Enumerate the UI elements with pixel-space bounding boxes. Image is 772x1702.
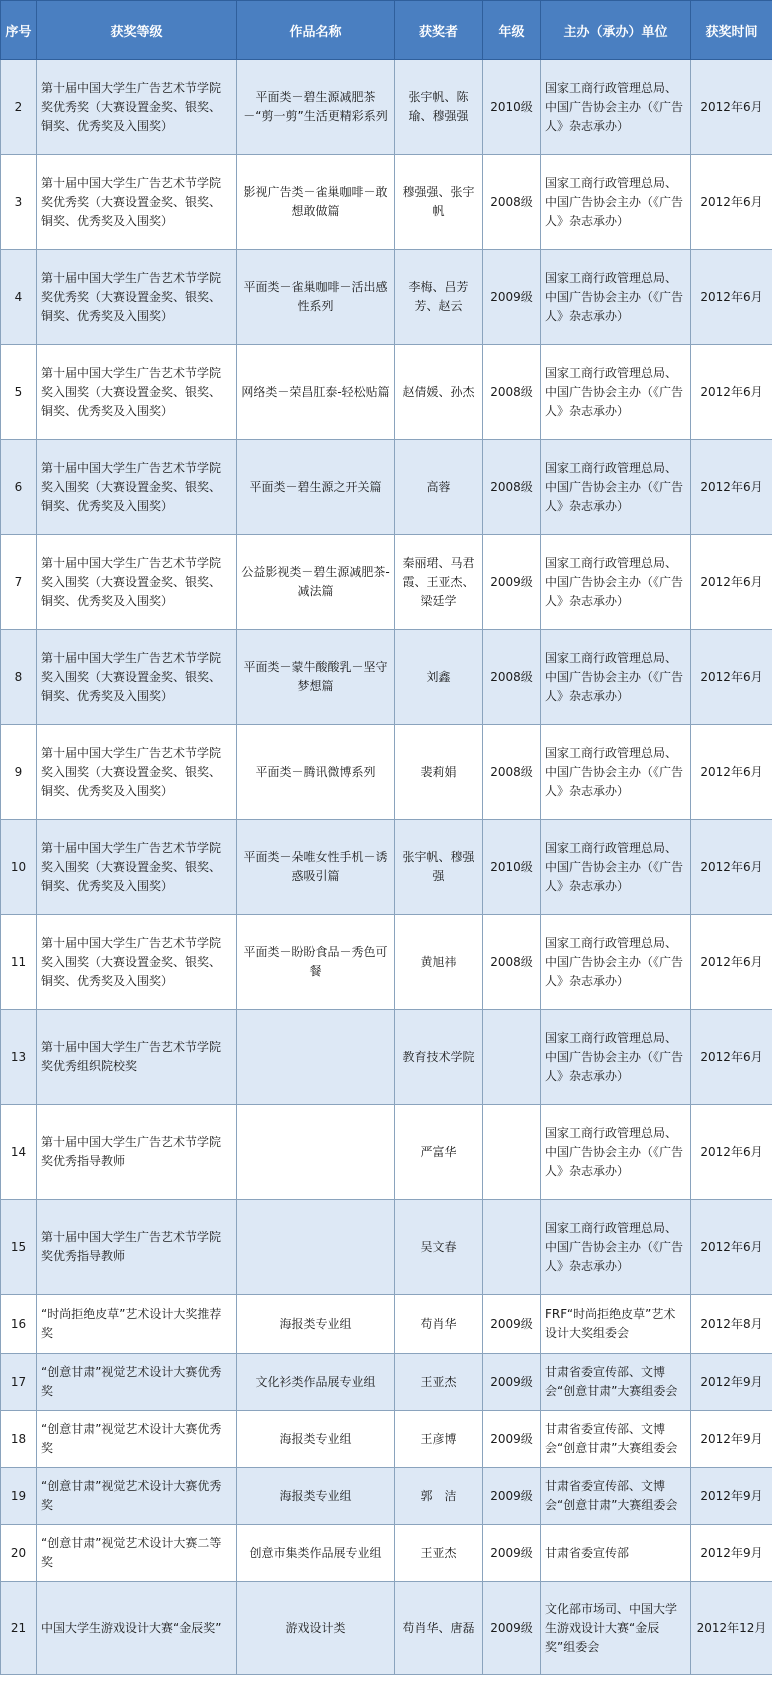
cell-grade: 2009级 [483,1411,541,1468]
cell-level: 第十届中国大学生广告艺术节学院奖优秀指导教师 [37,1200,237,1295]
cell-date: 2012年6月 [691,820,772,915]
cell-level: 第十届中国大学生广告艺术节学院奖入围奖（大赛设置金奖、银奖、铜奖、优秀奖及入围奖） [37,915,237,1010]
table-row [1,1468,772,1525]
cell-date: 2012年6月 [691,1010,772,1105]
cell-date: 2012年9月 [691,1525,772,1582]
cell-level: 第十届中国大学生广告艺术节学院奖入围奖（大赛设置金奖、银奖、铜奖、优秀奖及入围奖） [37,725,237,820]
cell-winner: 王亚杰 [395,1354,483,1411]
cell-winner: 苟肖华、唐磊 [395,1582,483,1675]
cell-grade: 2009级 [483,250,541,345]
cell-level: 第十届中国大学生广告艺术节学院奖入围奖（大赛设置金奖、银奖、铜奖、优秀奖及入围奖） [37,630,237,725]
cell-work [237,1105,395,1200]
table-row [1,1354,772,1411]
header-level: 获奖等级 [37,1,237,60]
cell-no: 20 [1,1525,37,1582]
cell-work [237,1010,395,1105]
cell-winner: 严富华 [395,1105,483,1200]
cell-work: 海报类专业组 [237,1468,395,1525]
cell-date: 2012年6月 [691,1105,772,1200]
cell-org: 国家工商行政管理总局、中国广告协会主办（《广告人》杂志承办） [541,1010,691,1105]
cell-winner: 王亚杰 [395,1525,483,1582]
cell-work [237,1200,395,1295]
cell-org: 国家工商行政管理总局、中国广告协会主办（《广告人》杂志承办） [541,345,691,440]
cell-level: 第十届中国大学生广告艺术节学院奖入围奖（大赛设置金奖、银奖、铜奖、优秀奖及入围奖） [37,440,237,535]
table-row [1,535,772,630]
cell-no: 13 [1,1010,37,1105]
cell-winner: 张宇帆、陈瑜、穆强强 [395,60,483,155]
cell-no: 11 [1,915,37,1010]
cell-work: 网络类－荣昌肛泰-轻松贴篇 [237,345,395,440]
cell-work: 创意市集类作品展专业组 [237,1525,395,1582]
header-no: 序号 [1,1,37,60]
cell-work: 游戏设计类 [237,1582,395,1675]
cell-winner: 穆强强、张宇帆 [395,155,483,250]
cell-grade: 2008级 [483,915,541,1010]
cell-date: 2012年6月 [691,535,772,630]
cell-date: 2012年6月 [691,345,772,440]
table-row [1,1010,772,1105]
table-row [1,1105,772,1200]
cell-winner: 郭 洁 [395,1468,483,1525]
cell-level: 第十届中国大学生广告艺术节学院奖优秀组织院校奖 [37,1010,237,1105]
cell-no: 7 [1,535,37,630]
cell-date: 2012年6月 [691,60,772,155]
cell-work: 平面类－腾讯微博系列 [237,725,395,820]
cell-no: 4 [1,250,37,345]
table-row [1,725,772,820]
cell-level: 第十届中国大学生广告艺术节学院奖入围奖（大赛设置金奖、银奖、铜奖、优秀奖及入围奖） [37,535,237,630]
cell-winner: 秦丽珺、马君霞、王亚杰、梁廷学 [395,535,483,630]
cell-org: 国家工商行政管理总局、中国广告协会主办（《广告人》杂志承办） [541,60,691,155]
cell-winner: 吴文春 [395,1200,483,1295]
cell-no: 21 [1,1582,37,1675]
cell-work: 海报类专业组 [237,1411,395,1468]
table-row [1,630,772,725]
cell-no: 2 [1,60,37,155]
cell-grade: 2008级 [483,440,541,535]
cell-org: 甘肃省委宣传部 [541,1525,691,1582]
cell-org: FRF“时尚拒绝皮草”艺术设计大奖组委会 [541,1295,691,1354]
cell-work: 平面类－盼盼食品－秀色可餐 [237,915,395,1010]
cell-level: “时尚拒绝皮草”艺术设计大奖推荐奖 [37,1295,237,1354]
cell-org: 国家工商行政管理总局、中国广告协会主办（《广告人》杂志承办） [541,1105,691,1200]
table-row [1,60,772,155]
cell-grade: 2009级 [483,1295,541,1354]
cell-org: 国家工商行政管理总局、中国广告协会主办（《广告人》杂志承办） [541,440,691,535]
cell-date: 2012年9月 [691,1354,772,1411]
cell-level: 第十届中国大学生广告艺术节学院奖入围奖（大赛设置金奖、银奖、铜奖、优秀奖及入围奖） [37,345,237,440]
table-row [1,345,772,440]
cell-no: 14 [1,1105,37,1200]
cell-level: 第十届中国大学生广告艺术节学院奖优秀奖（大赛设置金奖、银奖、铜奖、优秀奖及入围奖） [37,250,237,345]
cell-work: 平面类－朵唯女性手机－诱惑吸引篇 [237,820,395,915]
cell-no: 3 [1,155,37,250]
cell-work: 平面类－碧生源之开关篇 [237,440,395,535]
cell-date: 2012年12月 [691,1582,772,1675]
cell-date: 2012年6月 [691,725,772,820]
cell-winner: 赵倩媛、孙杰 [395,345,483,440]
cell-date: 2012年9月 [691,1468,772,1525]
cell-level: “创意甘肃”视觉艺术设计大赛优秀奖 [37,1411,237,1468]
cell-no: 8 [1,630,37,725]
cell-grade: 2009级 [483,1468,541,1525]
cell-level: 中国大学生游戏设计大赛“金辰奖” [37,1582,237,1675]
cell-date: 2012年9月 [691,1411,772,1468]
cell-grade: 2008级 [483,345,541,440]
table-row [1,1200,772,1295]
cell-level: “创意甘肃”视觉艺术设计大赛优秀奖 [37,1468,237,1525]
cell-winner: 高蓉 [395,440,483,535]
table-row [1,440,772,535]
cell-no: 5 [1,345,37,440]
cell-grade: 2009级 [483,535,541,630]
cell-level: 第十届中国大学生广告艺术节学院奖优秀指导教师 [37,1105,237,1200]
cell-winner: 黄旭祎 [395,915,483,1010]
cell-level: 第十届中国大学生广告艺术节学院奖优秀奖（大赛设置金奖、银奖、铜奖、优秀奖及入围奖） [37,60,237,155]
cell-winner: 张宇帆、穆强强 [395,820,483,915]
cell-org: 国家工商行政管理总局、中国广告协会主办（《广告人》杂志承办） [541,630,691,725]
table-row [1,250,772,345]
cell-winner: 苟肖华 [395,1295,483,1354]
cell-org: 甘肃省委宣传部、文博会“创意甘肃”大赛组委会 [541,1468,691,1525]
cell-no: 10 [1,820,37,915]
cell-org: 国家工商行政管理总局、中国广告协会主办（《广告人》杂志承办） [541,1200,691,1295]
cell-work: 文化衫类作品展专业组 [237,1354,395,1411]
cell-date: 2012年6月 [691,915,772,1010]
cell-date: 2012年6月 [691,250,772,345]
header-grade: 年级 [483,1,541,60]
cell-no: 9 [1,725,37,820]
cell-no: 15 [1,1200,37,1295]
cell-grade [483,1010,541,1105]
cell-org: 国家工商行政管理总局、中国广告协会主办（《广告人》杂志承办） [541,725,691,820]
table-row [1,915,772,1010]
cell-grade: 2008级 [483,630,541,725]
table-row [1,1582,772,1675]
cell-level: 第十届中国大学生广告艺术节学院奖优秀奖（大赛设置金奖、银奖、铜奖、优秀奖及入围奖） [37,155,237,250]
header-row [1,1,772,60]
table-row [1,1411,772,1468]
cell-work: 影视广告类－雀巢咖啡－敢想敢做篇 [237,155,395,250]
cell-org: 国家工商行政管理总局、中国广告协会主办（《广告人》杂志承办） [541,820,691,915]
cell-org: 国家工商行政管理总局、中国广告协会主办（《广告人》杂志承办） [541,155,691,250]
cell-date: 2012年6月 [691,440,772,535]
cell-grade: 2009级 [483,1582,541,1675]
header-winner: 获奖者 [395,1,483,60]
cell-winner: 刘鑫 [395,630,483,725]
header-date: 获奖时间 [691,1,772,60]
cell-date: 2012年6月 [691,1200,772,1295]
cell-org: 甘肃省委宣传部、文博会“创意甘肃”大赛组委会 [541,1354,691,1411]
cell-grade: 2009级 [483,1354,541,1411]
cell-work: 平面类－蒙牛酸酸乳－坚守梦想篇 [237,630,395,725]
table-row [1,820,772,915]
cell-grade: 2010级 [483,820,541,915]
cell-winner: 教育技术学院 [395,1010,483,1105]
cell-org: 文化部市场司、中国大学生游戏设计大赛“金辰奖”组委会 [541,1582,691,1675]
cell-date: 2012年6月 [691,155,772,250]
cell-winner: 李梅、吕芳芳、赵云 [395,250,483,345]
cell-level: “创意甘肃”视觉艺术设计大赛二等奖 [37,1525,237,1582]
cell-level: 第十届中国大学生广告艺术节学院奖入围奖（大赛设置金奖、银奖、铜奖、优秀奖及入围奖） [37,820,237,915]
table-row [1,1295,772,1354]
cell-winner: 王彦博 [395,1411,483,1468]
cell-org: 国家工商行政管理总局、中国广告协会主办（《广告人》杂志承办） [541,250,691,345]
table-row [1,1525,772,1582]
table-row [1,155,772,250]
cell-org: 国家工商行政管理总局、中国广告协会主办（《广告人》杂志承办） [541,915,691,1010]
header-org: 主办（承办）单位 [541,1,691,60]
cell-org: 国家工商行政管理总局、中国广告协会主办（《广告人》杂志承办） [541,535,691,630]
cell-grade: 2009级 [483,1525,541,1582]
cell-grade: 2010级 [483,60,541,155]
cell-grade: 2008级 [483,155,541,250]
cell-grade [483,1105,541,1200]
cell-work: 公益影视类－碧生源减肥茶-减法篇 [237,535,395,630]
cell-no: 18 [1,1411,37,1468]
cell-no: 19 [1,1468,37,1525]
cell-work: 平面类－雀巢咖啡－活出感性系列 [237,250,395,345]
cell-grade: 2008级 [483,725,541,820]
cell-work: 平面类－碧生源减肥茶－“剪一剪”生活更精彩系列 [237,60,395,155]
cell-winner: 裴莉娟 [395,725,483,820]
cell-level: “创意甘肃”视觉艺术设计大赛优秀奖 [37,1354,237,1411]
cell-no: 17 [1,1354,37,1411]
cell-org: 甘肃省委宣传部、文博会“创意甘肃”大赛组委会 [541,1411,691,1468]
cell-date: 2012年6月 [691,630,772,725]
cell-grade [483,1200,541,1295]
header-work: 作品名称 [237,1,395,60]
cell-no: 6 [1,440,37,535]
cell-date: 2012年8月 [691,1295,772,1354]
cell-work: 海报类专业组 [237,1295,395,1354]
cell-no: 16 [1,1295,37,1354]
